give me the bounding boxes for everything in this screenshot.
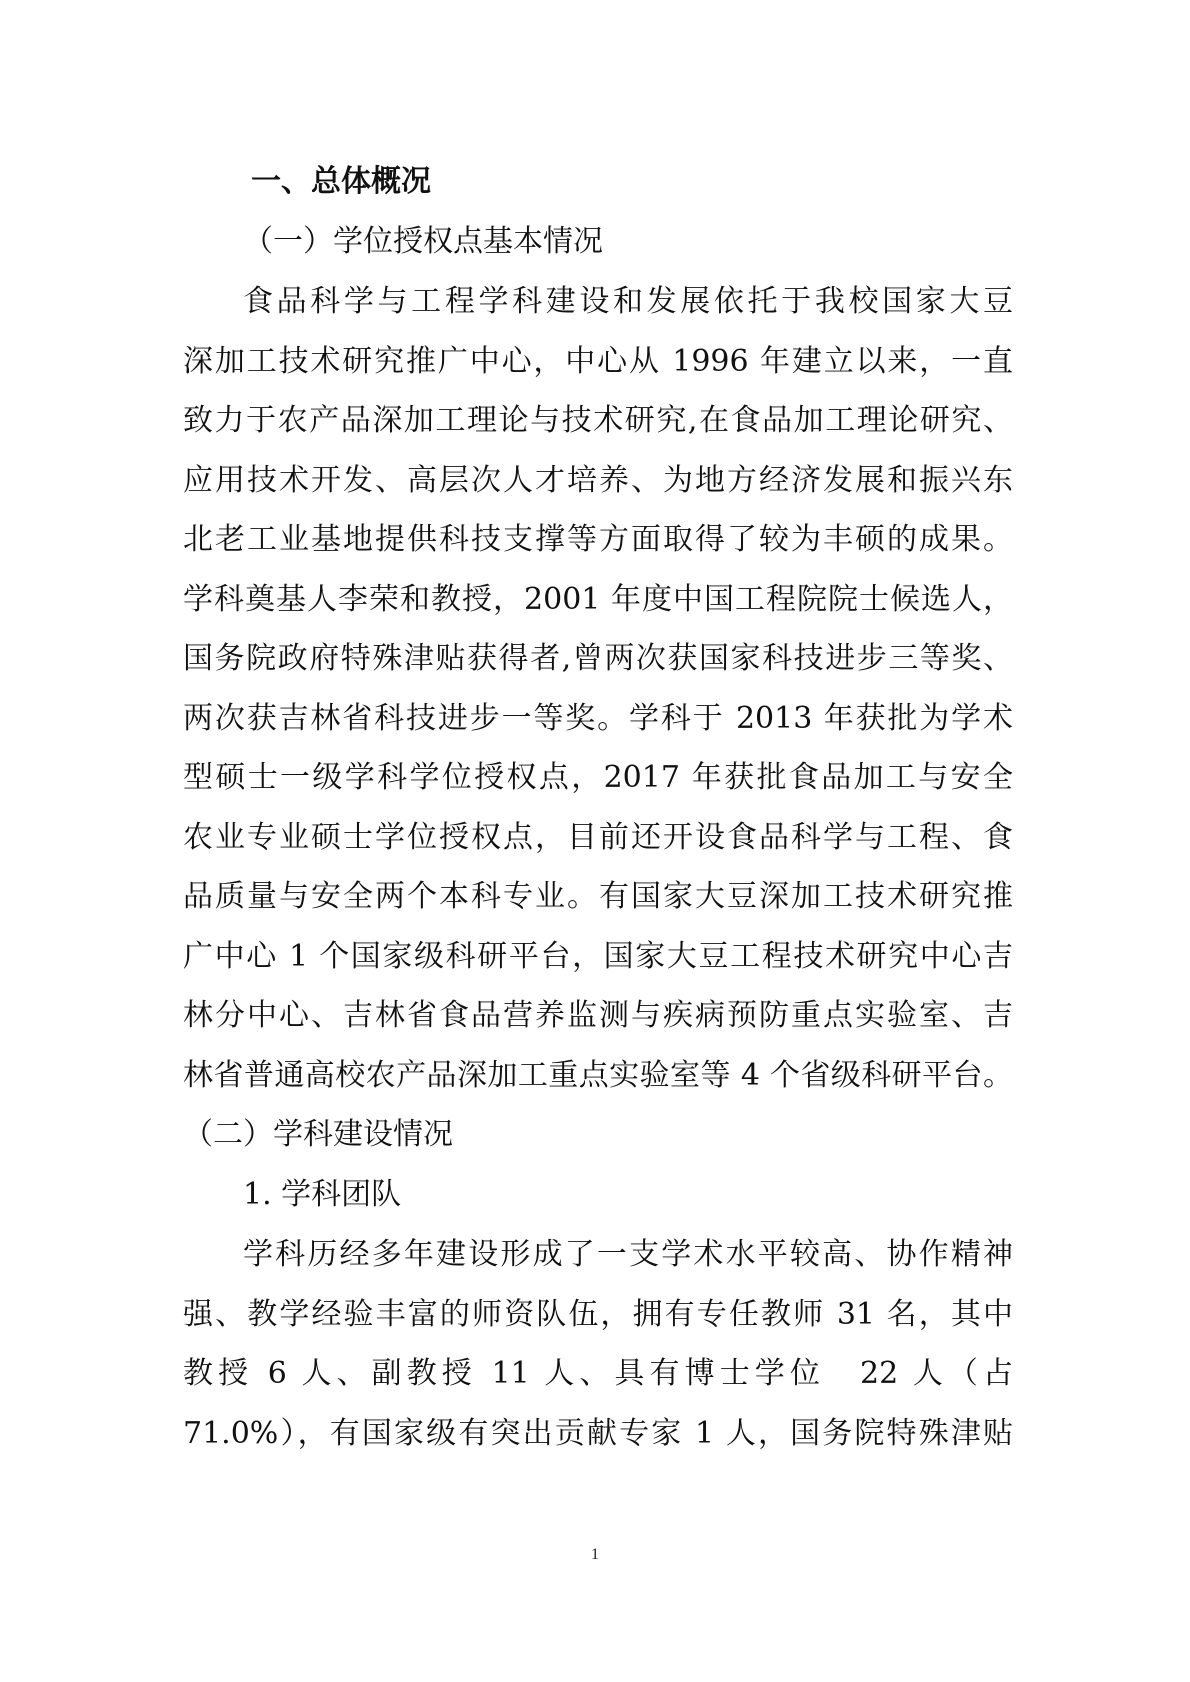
paragraph-line: 广中心 1 个国家级科研平台，国家大豆工程技术研究中心吉 <box>183 938 1013 974</box>
paragraph-line: 品质量与安全两个本科专业。有国家大豆深加工技术研究推 <box>183 879 1013 914</box>
paragraph-line: 型硕士一级学科学位授权点，2017 年获批食品加工与安全 <box>183 760 1013 795</box>
paragraph-line: 71.0%），有国家级有突出贡献专家 1 人，国务院特殊津贴 <box>183 1415 1013 1451</box>
subsection-title-team: 1. 学科团队 <box>243 1177 402 1212</box>
paragraph-line: 食品科学与工程学科建设和发展依托于我校国家大豆 <box>243 284 1013 319</box>
heading-overview: 一、总体概况 <box>251 164 431 199</box>
page-content <box>183 152 1013 1463</box>
section-title-discipline-construction: （二）学科建设情况 <box>183 1117 453 1152</box>
paragraph-line: 应用技术开发、高层次人才培养、为地方经济发展和振兴东 <box>183 462 1013 498</box>
paragraph-line: 两次获吉林省科技进步一等奖。学科于 2013 年获批为学术 <box>183 700 1013 736</box>
paragraph-line: 学科奠基人李荣和教授，2001 年度中国工程院院士候选人， <box>183 581 1013 617</box>
paragraph-line: 农业专业硕士学位授权点，目前还开设食品科学与工程、食 <box>183 819 1013 855</box>
paragraph-line: 林分中心、吉林省食品营养监测与疾病预防重点实验室、吉 <box>183 998 1013 1033</box>
paragraph-line: 国务院政府特殊津贴获得者,曾两次获国家科技进步三等奖、 <box>183 641 1013 676</box>
paragraph-discipline-team <box>183 1225 1013 1463</box>
paragraph-line: 致力于农产品深加工理论与技术研究,在食品加工理论研究、 <box>183 403 1013 438</box>
paragraph-degree-authorization <box>183 272 1013 1105</box>
paragraph-line: 学科历经多年建设形成了一支学术水平较高、协作精神 <box>243 1237 1013 1272</box>
page-number: 1 <box>591 1546 599 1563</box>
paragraph-line: 深加工技术研究推广中心，中心从 1996 年建立以来，一直 <box>183 343 1013 379</box>
paragraph-line: 强、教学经验丰富的师资队伍，拥有专任教师 31 名，其中 <box>183 1296 1013 1332</box>
paragraph-line: 北老工业基地提供科技支撑等方面取得了较为丰硕的成果。 <box>183 522 1013 557</box>
section-title-degree-authorization: （一）学位授权点基本情况 <box>243 224 603 259</box>
paragraph-line: 教授 6 人、副教授 11 人、具有博士学位 22 人（占 <box>183 1356 1013 1391</box>
paragraph-line: 林省普通高校农产品深加工重点实验室等 4 个省级科研平台。 <box>183 1057 1013 1093</box>
